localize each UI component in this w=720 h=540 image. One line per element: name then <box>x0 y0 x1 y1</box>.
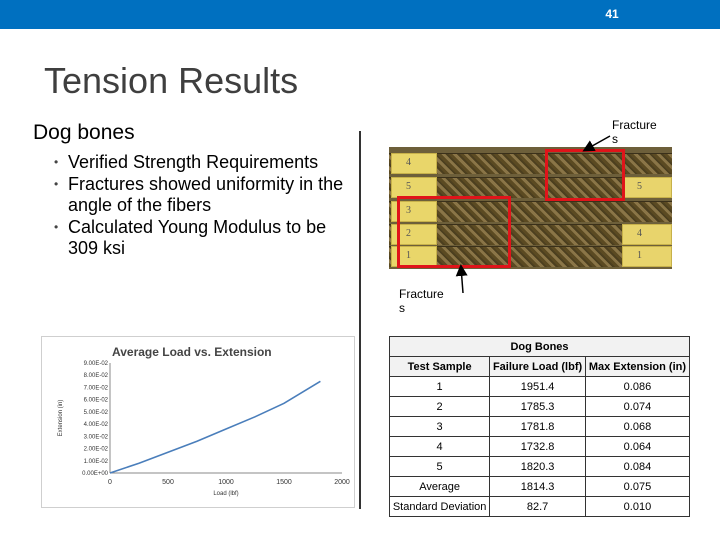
bullet-icon: • <box>54 177 59 191</box>
x-axis-label: Load (lbf) <box>213 491 239 497</box>
column-header: Test Sample <box>390 357 490 377</box>
y-tick-label: 0.00E+00 <box>82 471 108 477</box>
bullet-item: • Verified Strength Requirements <box>54 152 319 172</box>
column-header: Failure Load (lbf) <box>490 357 586 377</box>
specimen-tab: 1 <box>391 246 437 267</box>
y-tick-label: 8.00E-02 <box>83 373 108 380</box>
column-header: Max Extension (in) <box>585 357 689 377</box>
specimen-tab: 3 <box>391 201 437 222</box>
table-row: 2 1785.3 0.074 <box>390 397 690 417</box>
divider-line <box>359 131 361 509</box>
bullet-item: • Calculated Young Modulus to be 309 ksi <box>54 217 327 258</box>
fracture-box <box>397 196 511 268</box>
y-tick-label: 6.00E-02 <box>83 397 108 404</box>
bullet-icon: • <box>54 155 59 169</box>
y-axis-label: Extension (in) <box>58 399 64 437</box>
slide-subtitle: Dog bones <box>33 121 135 144</box>
slide-title: Tension Results <box>44 60 299 101</box>
y-tick-label: 4.00E-02 <box>83 422 108 429</box>
fracture-box <box>545 149 625 201</box>
y-tick-label: 2.00E-02 <box>83 446 108 453</box>
bullet-list <box>54 152 354 260</box>
x-tick-label: 1500 <box>276 479 292 486</box>
table-row: Standard Deviation 82.7 0.010 <box>390 497 690 517</box>
table-title: Dog Bones <box>390 337 690 357</box>
specimen-tab: 5 <box>391 177 437 198</box>
chart-svg <box>42 337 354 507</box>
table-row: 4 1732.8 0.064 <box>390 437 690 457</box>
table-row: 5 1820.3 0.084 <box>390 457 690 477</box>
table-row: 1 1951.4 0.086 <box>390 377 690 397</box>
top-bar <box>0 0 720 29</box>
x-tick-label: 0 <box>108 479 112 486</box>
arrow-bottom <box>461 267 463 293</box>
y-tick-label: 3.00E-02 <box>83 434 108 441</box>
load-extension-chart <box>41 336 355 508</box>
y-tick-label: 1.00E-02 <box>83 458 108 465</box>
y-tick-label: 9.00E-02 <box>83 361 108 367</box>
specimen-tab: 1 <box>622 246 672 267</box>
specimen-tab: 4 <box>391 153 437 174</box>
fracture-label-top: Fracture s <box>612 118 657 146</box>
bullet-icon: • <box>54 220 59 234</box>
y-tick-label: 5.00E-02 <box>83 409 108 416</box>
specimen-tab: 2 <box>391 224 437 245</box>
table-row: Average 1814.3 0.075 <box>390 477 690 497</box>
bullet-item: • Fractures showed uniformity in the angle of the fibers <box>54 174 344 215</box>
chart-title: Average Load vs. Extension <box>112 345 272 359</box>
specimen-tab: 4 <box>622 224 672 245</box>
results-table <box>389 336 690 513</box>
slide-number: 41 <box>605 7 619 21</box>
x-tick-label: 500 <box>162 479 174 486</box>
table-row: 3 1781.8 0.068 <box>390 417 690 437</box>
specimen-tab: 5 <box>622 177 672 198</box>
x-tick-label: 1000 <box>218 479 234 486</box>
series-line <box>110 381 320 473</box>
y-tick-label: 7.00E-02 <box>83 385 108 392</box>
fracture-label-bottom: Fracture s <box>399 287 444 315</box>
x-tick-label: 2000 <box>334 479 350 486</box>
